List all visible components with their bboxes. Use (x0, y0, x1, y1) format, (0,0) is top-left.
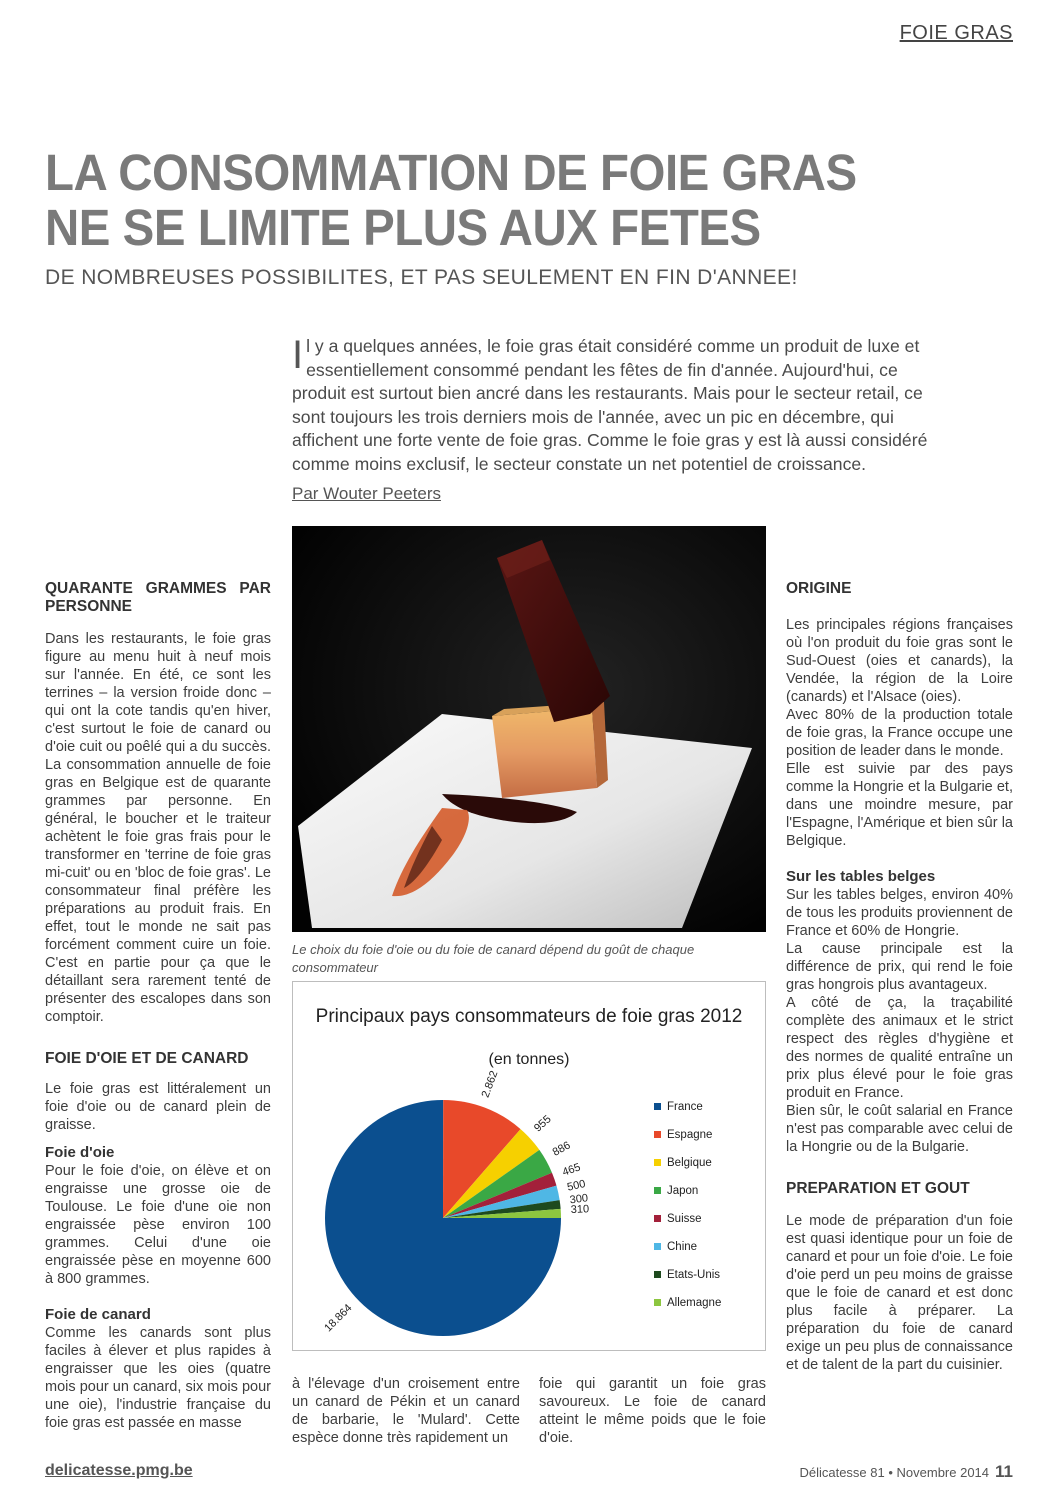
subheadline: DE NOMBREUSES POSSIBILITES, ET PAS SEULEMENT EN FIN D'ANNEE! (45, 266, 798, 289)
legend-label-japon: Japon (667, 1185, 699, 1197)
headline (45, 145, 938, 255)
paragraph-cout-salarial: Bien sûr, le coût salarial en France n'est pas comparable avec celui de la Hongrie ou de la Bulgarie. (786, 1103, 1013, 1155)
section-tag[interactable]: FOIE GRAS (899, 22, 1013, 44)
plated-foie-gras-illustration (292, 526, 766, 932)
legend-swatch-chine (654, 1243, 661, 1250)
headline-line-1: LA CONSOMMATION DE FOIE GRAS (45, 144, 857, 201)
pie-label-suisse: 465 (560, 1161, 583, 1179)
byline[interactable]: Par Wouter Peeters (292, 484, 441, 503)
paragraph-leader: Avec 80% de la production totale de foie gras, la France occupe une position de leader dans le monde. (786, 707, 1013, 759)
footer-website-link[interactable]: delicatesse.pmg.be (45, 1462, 193, 1479)
legend-label-allemagne: Allemagne (667, 1297, 722, 1309)
middle-column-b: foie qui garantit un foie gras savoureux. Le foie de canard atteint le même poids que le foie d'oie. (539, 1376, 766, 1446)
heading-quarante-grammes: QUARANTE GRAMMES PAR PERSONNE (45, 580, 271, 615)
legend-label-espagne: Espagne (667, 1129, 713, 1141)
pie-chart-svg (293, 982, 765, 1350)
paragraph-restaurants: Dans les restaurants, le foie gras figure au menu huit à neuf mois sur l'année. En été, ce sont les terrines – la version froide donc – qui ont la cote tandis qu'en hiver, c'est surtout le foie de canard ou d'oie cuit ou poêlé qui a du succès. La consommation annuelle de foie gras en Belgique est de quarante grammes par personne. En général, le boucher et le traiteur achètent le foie gras frais pour le transformer en 'terrine de foie gras mi-cuit' ou en 'bloc de foie gras'. Le consommateur final préfère les préparations au produit frais. En effet, tout le monde ne sait pas forcément comment cuire un foie. C'est en partie pour ça que le détaillant sera rarement tenté de présenter des escalopes dans son comptoir. (45, 631, 271, 1025)
paragraph-difference-prix: La cause principale est la différence de prix, qui rend le foie gras hongrois plus avantageux. (786, 941, 1013, 993)
paragraph-tables-belges: Sur les tables belges, environ 40% de tous les produits proviennent de France et 60% de Hongrie. (786, 887, 1013, 939)
legend-swatch-allemagne (654, 1299, 661, 1306)
paragraph-foie-oie: Pour le foie d'oie, on élève et on engraisse une grosse oie de Toulouse. Le foie d'une oie non engraissée pèse environ 100 grammes. Celui d'une oie engraissée pèse en moyenne 600 à 800 grammes. (45, 1163, 271, 1287)
left-column (45, 580, 271, 1432)
heading-foie-canard: Foie de canard (45, 1306, 151, 1323)
intro-paragraph (292, 335, 932, 476)
legend-swatch-etats-unis (654, 1271, 661, 1278)
paragraph-suivie: Elle est suivie par des pays comme la Hongrie et la Bulgarie et, dans une moindre mesure, par l'Espagne, l'Amérique et bien sûr la Belgique. (786, 761, 1013, 849)
paragraph-tracabilite: A côté de ça, la traçabilité complète des animaux et le strict respect des règles d'hygiène et des normes de qualité entraîne un prix plus élevé pour le foie gras produit en France. (786, 995, 1013, 1101)
paragraph-foie-canard: Comme les canards sont plus faciles à élever et plus rapides à engraisser que les oies (quatre mois pour un canard, six mois pour une oie), l'industrie française du foie gras est passée en masse (45, 1325, 271, 1431)
heading-preparation-gout: PREPARATION ET GOUT (786, 1180, 970, 1197)
paragraph-regions: Les principales régions françaises où l'on produit du foie gras sont le Sud-Ouest (oies et canards), la Vendée, la région de la Loire (canards) et l'Alsace (oies). (786, 617, 1013, 705)
pie-label-japon: 886 (550, 1139, 573, 1159)
consumption-pie-chart (292, 981, 766, 1351)
pie-label-belgique: 955 (531, 1113, 554, 1135)
headline-line-2: NE SE LIMITE PLUS AUX FETES (45, 199, 761, 256)
page-number: 11 (995, 1462, 1013, 1481)
chart-title: Principaux pays consommateurs de foie gras 2012 (315, 1006, 743, 1027)
pie-label-chine: 500 (566, 1177, 587, 1194)
photo-caption: Le choix du foie d'oie ou du foie de canard dépend du goût de chaque consommateur (292, 942, 695, 975)
legend-label-chine: Chine (667, 1241, 698, 1253)
heading-tables-belges: Sur les tables belges (786, 868, 936, 885)
legend-label-suisse: Suisse (667, 1213, 702, 1225)
legend-label-etats-unis: Etats-Unis (667, 1269, 721, 1281)
legend-swatch-espagne (654, 1131, 661, 1138)
heading-origine: ORIGINE (786, 580, 852, 597)
paragraph-preparation: Le mode de préparation d'un foie est quasi identique pour un foie de canard et pour un foie d'oie. Le foie d'oie perd un peu moins de graisse que le foie de canard et est donc plus facile à préparer. La préparation du foie de canard exige un peu plus de connaissance et de talent de la part du cuisinier. (786, 1213, 1013, 1373)
intro-text: l y a quelques années, le foie gras était considéré comme un produit de luxe et essentiellement consommé pendant les fêtes de fin d'année. Aujourd'hui, ce produit est surtout bien ancré dans les restaurants. Mais pour le secteur retail, ce sont toujours les trois derniers mois de l'année, avec un pic en décembre, qui affichent une forte vente de foie gras. Comme le foie gras y est là aussi considéré comme moins exclusif, le secteur constate un net potentiel de croissance. (292, 336, 928, 474)
foie-gras-photo (292, 526, 766, 932)
legend-label-france: France (667, 1101, 703, 1113)
pie-label-france: 18.864 (322, 1302, 355, 1335)
pie-label-allemagne: 310 (570, 1203, 590, 1217)
middle-column-a: à l'élevage d'un croisement entre un canard de Pékin et un canard de barbarie, le 'Mulard'. Cette espèce donne très rapidement un (292, 1376, 520, 1446)
footer-issue-info (799, 1462, 1013, 1482)
legend-swatch-japon (654, 1187, 661, 1194)
paragraph-definition: Le foie gras est littéralement un foie d'oie ou de canard plein de graisse. (45, 1081, 271, 1133)
pie-label-espagne: 2.862 (479, 1069, 501, 1100)
chart-subtitle: (en tonnes) (488, 1051, 570, 1068)
right-column (786, 580, 1013, 1374)
legend-swatch-suisse (654, 1215, 661, 1222)
heading-foie-oie-canard: FOIE D'OIE ET DE CANARD (45, 1050, 249, 1067)
pie-label-etats-unis: 300 (569, 1192, 589, 1207)
legend-swatch-france (654, 1103, 661, 1110)
heading-foie-oie: Foie d'oie (45, 1144, 115, 1161)
drop-cap: I (292, 333, 304, 377)
legend-label-belgique: Belgique (667, 1157, 712, 1169)
footer-issue: Délicatesse 81 • Novembre 2014 (799, 1465, 990, 1480)
legend-swatch-belgique (654, 1159, 661, 1166)
